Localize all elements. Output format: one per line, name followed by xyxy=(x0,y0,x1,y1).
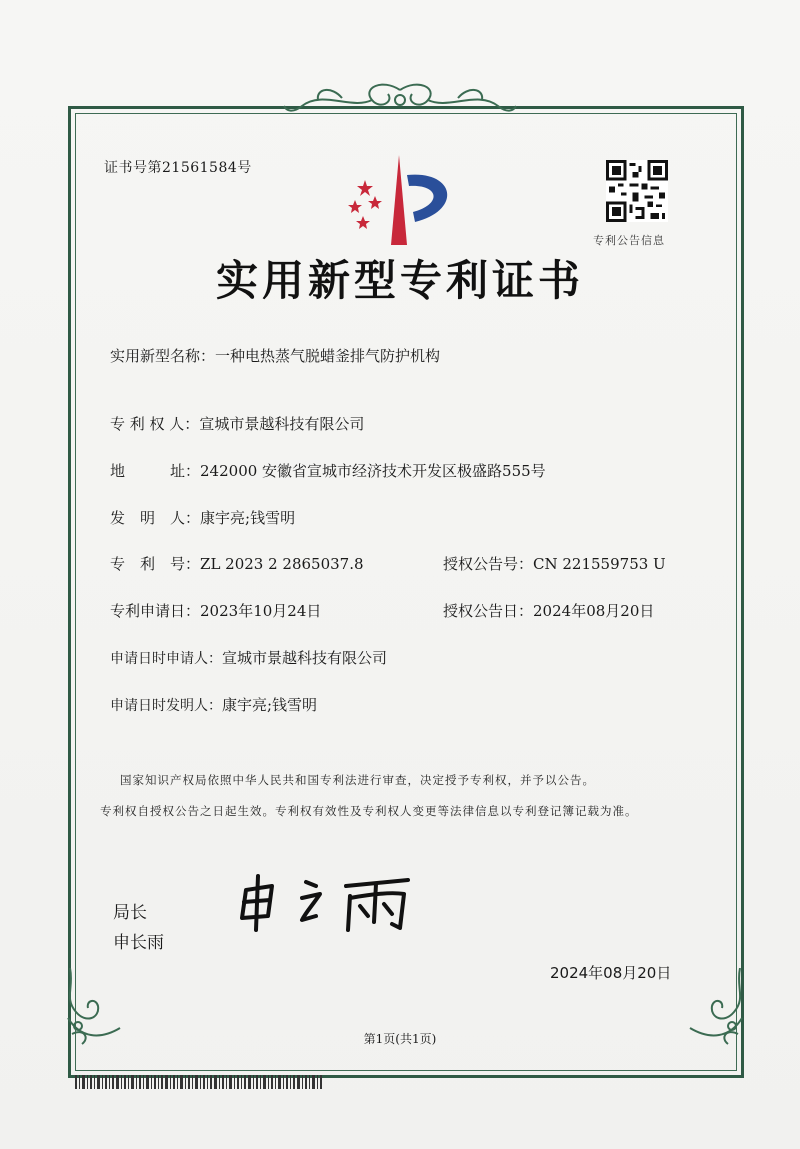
field-label: 授权公告日： xyxy=(443,602,534,620)
barcode-icon xyxy=(75,1075,325,1089)
field-applicant-at-filing xyxy=(110,647,387,668)
field-label: 地 址： xyxy=(110,462,201,480)
field-patent-number xyxy=(110,553,364,574)
field-value: 康宇亮;钱雪明 xyxy=(200,509,296,527)
field-label: 专利申请日： xyxy=(110,602,201,620)
field-label: 申请日时发明人： xyxy=(110,698,222,714)
field-utility-model-name xyxy=(110,345,440,366)
field-inventor xyxy=(110,507,295,528)
field-label: 申请日时申请人： xyxy=(110,651,222,667)
director-signature xyxy=(232,872,432,932)
qr-code-icon[interactable] xyxy=(606,160,668,222)
page-number: 第1页(共1页) xyxy=(363,1032,437,1046)
field-application-date xyxy=(110,600,321,621)
field-label: 授权公告号： xyxy=(443,555,534,573)
field-address xyxy=(110,460,546,481)
field-label: 专 利 号： xyxy=(110,555,201,573)
cnipa-logo-icon xyxy=(335,150,465,250)
field-grant-publication-date xyxy=(443,600,654,621)
field-inventor-at-filing xyxy=(110,694,317,715)
field-label: 实用新型名称： xyxy=(110,347,216,365)
director-name: 申长雨 xyxy=(113,933,164,953)
certificate-number: 证书号第21561584号 xyxy=(104,160,252,176)
signature-date: 2024年08月20日 xyxy=(550,964,672,982)
field-value: 2024年08月20日 xyxy=(533,602,655,620)
field-patentee xyxy=(110,413,364,434)
field-value: ZL 2023 2 2865037.8 xyxy=(200,555,364,573)
field-label: 发 明 人： xyxy=(110,509,201,527)
field-value: 2023年10月24日 xyxy=(200,602,322,620)
director-title: 局长 xyxy=(113,903,147,923)
qr-label: 专利公告信息 xyxy=(593,234,665,247)
notice-line-1: 国家知识产权局依照中华人民共和国专利法进行审查，决定授予专利权，并予以公告。 xyxy=(120,773,595,787)
field-value: 宣城市景越科技有限公司 xyxy=(222,649,388,667)
field-value: 宣城市景越科技有限公司 xyxy=(199,415,365,433)
field-grant-publication-number xyxy=(443,553,666,574)
field-value: CN 221559753 U xyxy=(533,555,666,573)
certificate-title: 实用新型专利证书 xyxy=(215,256,584,305)
field-value: 一种电热蒸气脱蜡釜排气防护机构 xyxy=(215,347,441,365)
field-value: 242000 安徽省宣城市经济技术开发区极盛路555号 xyxy=(200,462,546,480)
top-ornament xyxy=(282,80,518,126)
field-label: 专 利 权 人： xyxy=(110,415,200,433)
field-value: 康宇亮;钱雪明 xyxy=(222,696,318,714)
notice-line-2: 专利权自授权公告之日起生效。专利权有效性及专利权人变更等法律信息以专利登记簿记载为准。 xyxy=(100,804,638,818)
